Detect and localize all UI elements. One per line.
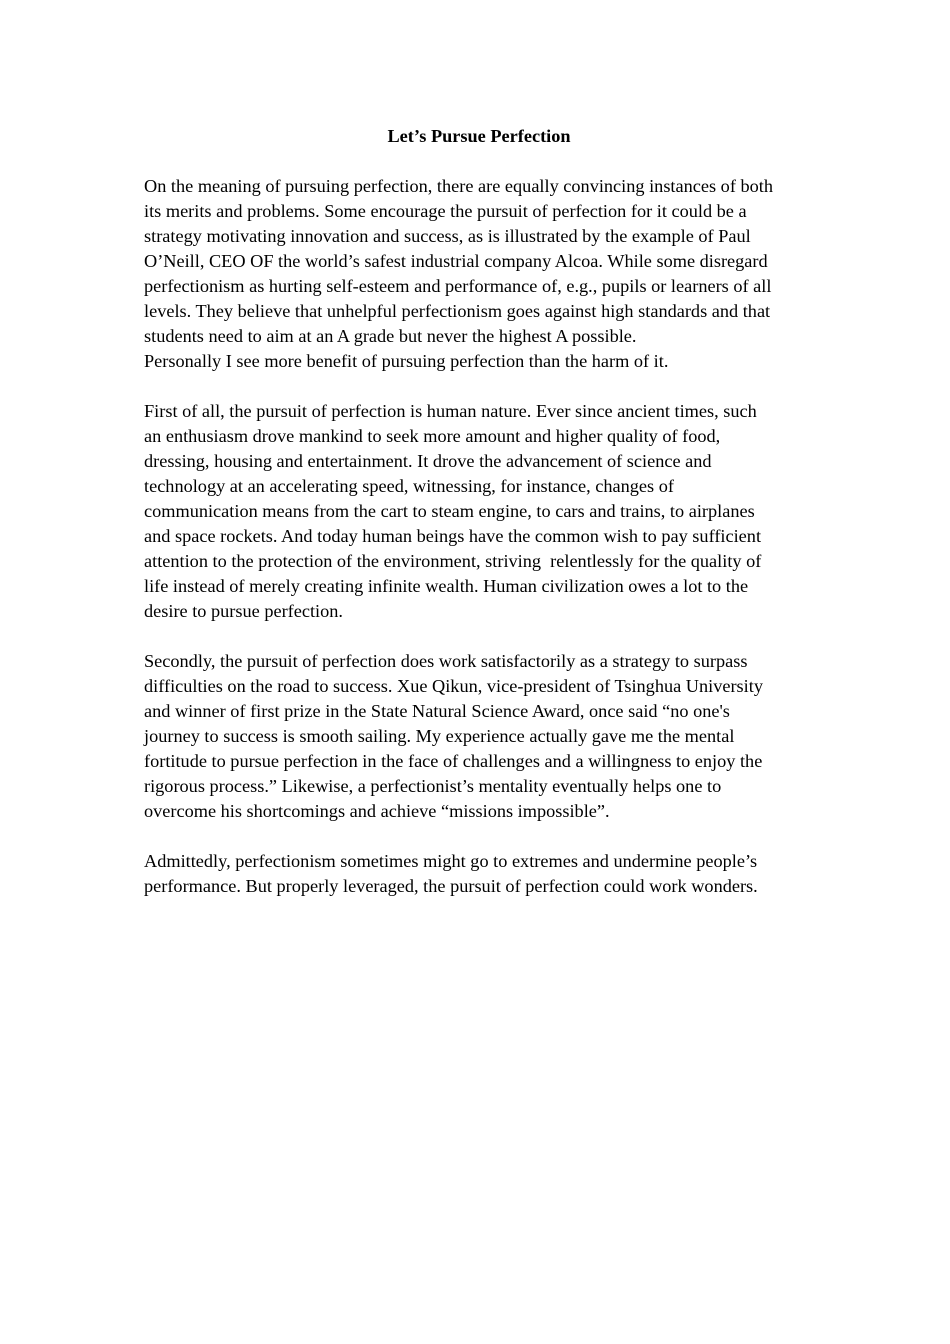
text-line: and winner of first prize in the State Natural Science Award, once said “no one's bbox=[144, 701, 730, 721]
text-line: overcome his shortcomings and achieve “missions impossible”. bbox=[144, 801, 610, 821]
paragraph-conclusion bbox=[144, 849, 814, 899]
text-line: and space rockets. And today human beings have the common wish to pay sufficient bbox=[144, 526, 762, 546]
text-line: technology at an accelerating speed, witnessing, for instance, changes of bbox=[144, 476, 674, 496]
text-line: difficulties on the road to success. Xue Qikun, vice-president of Tsinghua University bbox=[144, 676, 763, 696]
paragraph-first-point bbox=[144, 399, 814, 624]
text-line: dressing, housing and entertainment. It drove the advancement of science and bbox=[144, 451, 712, 471]
text-line: rigorous process.” Likewise, a perfectionist’s mentality eventually helps one to bbox=[144, 776, 722, 796]
text-line: performance. But properly leveraged, the pursuit of perfection could work wonders. bbox=[144, 876, 758, 896]
text-line: journey to success is smooth sailing. My experience actually gave me the mental bbox=[144, 726, 735, 746]
text-line: attention to the protection of the environment, striving relentlessly for the quality of bbox=[144, 551, 762, 571]
text-line: On the meaning of pursuing perfection, there are equally convincing instances of both bbox=[144, 176, 773, 196]
text-line: its merits and problems. Some encourage the pursuit of perfection for it could be a bbox=[144, 201, 747, 221]
text-line: Secondly, the pursuit of perfection does work satisfactorily as a strategy to surpass bbox=[144, 651, 748, 671]
text-line: life instead of merely creating infinite wealth. Human civilization owes a lot to the bbox=[144, 576, 749, 596]
text-line: levels. They believe that unhelpful perfectionism goes against high standards and that bbox=[144, 301, 771, 321]
paragraph-intro bbox=[144, 174, 814, 374]
text-line: fortitude to pursue perfection in the face of challenges and a willingness to enjoy the bbox=[144, 751, 763, 771]
text-line: Admittedly, perfectionism sometimes might go to extremes and undermine people’s bbox=[144, 851, 758, 871]
text-line: communication means from the cart to steam engine, to cars and trains, to airplanes bbox=[144, 501, 755, 521]
document-body bbox=[144, 124, 814, 899]
text-line: students need to aim at an A grade but never the highest A possible. bbox=[144, 326, 637, 346]
paragraph-second-point bbox=[144, 649, 814, 824]
text-line: desire to pursue perfection. bbox=[144, 601, 343, 621]
text-line: strategy motivating innovation and success, as is illustrated by the example of Paul bbox=[144, 226, 751, 246]
text-line: perfectionism as hurting self-esteem and performance of, e.g., pupils or learners of all bbox=[144, 276, 772, 296]
text-line: O’Neill, CEO OF the world’s safest industrial company Alcoa. While some disregard bbox=[144, 251, 768, 271]
text-line: First of all, the pursuit of perfection is human nature. Ever since ancient times, such bbox=[144, 401, 757, 421]
text-line: an enthusiasm drove mankind to seek more amount and higher quality of food, bbox=[144, 426, 721, 446]
text-line: Personally I see more benefit of pursuing perfection than the harm of it. bbox=[144, 351, 669, 371]
document-title: Let’s Pursue Perfection bbox=[387, 126, 571, 146]
